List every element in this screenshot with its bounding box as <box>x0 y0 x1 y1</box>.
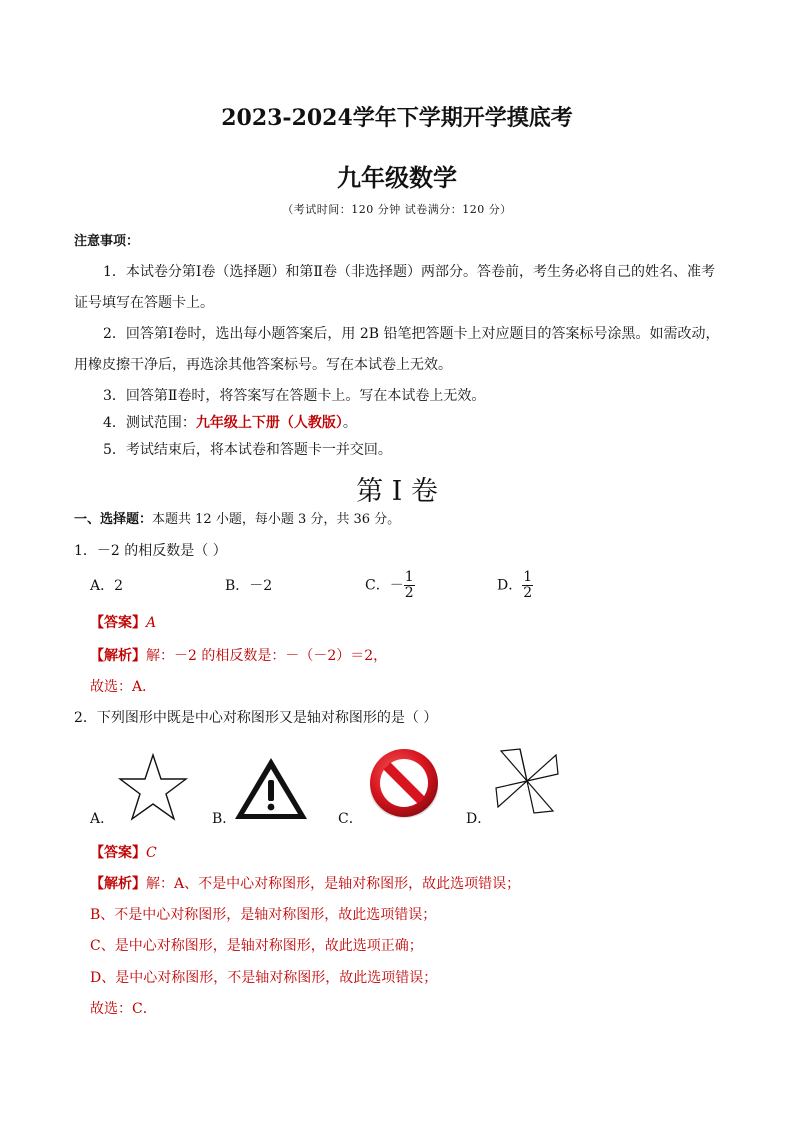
pinwheel-figure <box>490 743 564 819</box>
note-4-end: 。 <box>342 415 357 431</box>
note-1-line-2: 证号填写在答题卡上。 <box>74 295 214 311</box>
star-figure <box>118 753 188 821</box>
q1-option-d-fraction <box>522 570 533 601</box>
q2-option-b-label: B． <box>212 811 237 827</box>
q1-conclusion: 故选：A． <box>90 679 157 695</box>
exam-title: 2023-2024学年下学期开学摸底考 <box>221 105 573 131</box>
q1-option-d-denominator: 2 <box>523 585 533 601</box>
q2-analysis-line-1: 解：A、不是中心对称图形，是轴对称图形，故此选项错误； <box>146 876 521 892</box>
q1-option-d-numerator: 1 <box>523 569 533 585</box>
q1-answer-value: A <box>146 615 157 631</box>
q1-option-a: A．2 <box>90 578 124 594</box>
section-heading-prefix: 一、选择题： <box>74 512 153 527</box>
q2-stem: 2．下列图形中既是中心对称图形又是轴对称图形的是（ ） <box>74 710 438 726</box>
subject-title: 九年级数学 <box>337 163 457 192</box>
q2-option-d-label: D． <box>466 811 492 827</box>
q1-analysis-text: 解：－2 的相反数是：－（－2）＝2， <box>146 648 388 664</box>
warning-triangle-figure <box>233 756 309 822</box>
note-2-line-2: 用橡皮擦干净后，再选涂其他答案标号。写在本试卷上无效。 <box>74 357 452 373</box>
q1-option-d-label: D． <box>497 577 523 594</box>
q2-answer <box>90 844 157 862</box>
q1-option-c <box>365 570 415 601</box>
q2-analysis-line-3: C、是中心对称图形，是轴对称图形，故此选项正确； <box>90 938 423 954</box>
prohibition-sign-figure <box>367 748 441 820</box>
q2-analysis-line-2: B、不是中心对称图形，是轴对称图形，故此选项错误； <box>90 907 437 923</box>
q1-option-d <box>497 570 533 601</box>
note-4-scope: 九年级上下册（人教版） <box>195 415 343 431</box>
exam-info: （考试时间：120 分钟 试卷满分：120 分） <box>282 203 512 216</box>
q1-answer <box>90 614 156 632</box>
q2-answer-value: C <box>146 845 157 861</box>
q1-answer-label: 【答案】 <box>90 615 146 631</box>
q2-answer-label: 【答案】 <box>90 845 146 861</box>
q2-analysis-line-4: D、是中心对称图形，不是轴对称图形，故此选项错误； <box>90 970 438 986</box>
note-2-line-1: 2．回答第Ⅰ卷时，选出每小题答案后，用 2B 铅笔把答题卡上对应题目的答案标号涂黑。如需改动， <box>103 326 720 342</box>
q1-option-c-denominator: 2 <box>404 585 414 601</box>
q1-option-c-fraction <box>404 570 415 601</box>
section-heading <box>74 511 400 529</box>
q2-option-a-label: A． <box>90 811 115 827</box>
q2-analysis <box>90 875 520 893</box>
note-1-line-1: 1．本试卷分第Ⅰ卷（选择题）和第Ⅱ卷（非选择题）两部分。答卷前，考生务必将自己的姓名、准考 <box>103 264 715 280</box>
q1-stem: 1．－2 的相反数是（ ） <box>74 543 227 559</box>
q2-option-c-label: C． <box>338 811 363 827</box>
q1-option-c-label: C．－ <box>365 577 404 594</box>
note-4 <box>103 414 357 432</box>
note-4-prefix: 4．测试范围： <box>103 415 196 431</box>
volume-title: 第 I 卷 <box>356 476 438 507</box>
section-heading-text: 本题共 12 小题，每小题 3 分，共 36 分。 <box>152 512 401 527</box>
q2-conclusion: 故选：C． <box>90 1001 157 1017</box>
q1-option-c-numerator: 1 <box>404 569 414 585</box>
q2-analysis-label: 【解析】 <box>90 876 146 892</box>
q1-analysis-label: 【解析】 <box>90 648 146 664</box>
notes-heading: 注意事项： <box>74 234 140 249</box>
note-5: 5．考试结束后，将本试卷和答题卡一并交回。 <box>103 442 392 458</box>
note-3: 3．回答第Ⅱ卷时，将答案写在答题卡上。写在本试卷上无效。 <box>103 388 486 404</box>
q1-analysis <box>90 647 387 665</box>
q1-option-b: B．－2 <box>225 578 273 594</box>
